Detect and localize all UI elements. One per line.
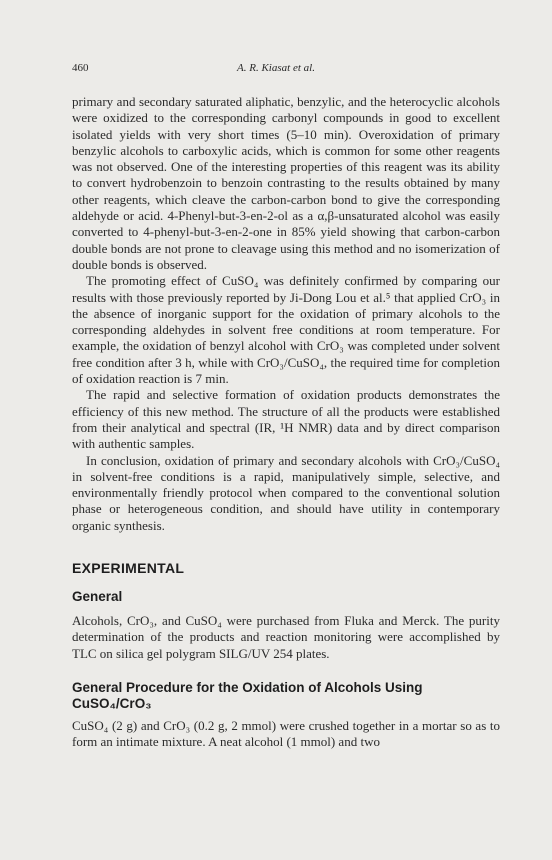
running-title: A. R. Kiasat et al. <box>237 62 315 74</box>
section-heading-experimental: EXPERIMENTAL <box>72 560 185 577</box>
body-text <box>72 94 500 751</box>
subsection-heading-procedure: General Procedure for the Oxidation of Alcohols Using CuSO₄/CrO₃ <box>72 679 423 711</box>
running-head <box>72 62 480 78</box>
page-number: 460 <box>72 62 89 74</box>
paragraph-procedure: CuSO₄ (2 g) and CrO₃ (0.2 g, 2 mmol) were crushed together in a mortar so as to form an intimate mixture. A neat alcohol (1 mmol) and two <box>72 717 500 750</box>
paragraph-general: Alcohols, CrO₃, and CuSO₄ were purchased from Fluka and Merck. The purity determination of the products and reaction monitoring were accomplished by TLC on silica gel polygram SILG/UV 254 plates. <box>72 613 500 661</box>
subsection-heading-general: General <box>72 589 123 605</box>
paragraph-selectivity: The rapid and selective formation of oxidation products demonstrates the efficiency of this new method. The structure of all the products were established from their analytical and spectral (IR, ¹H NMR) data and by direct comparison with authentic samples. <box>72 387 500 452</box>
paragraph-promoting-effect: The promoting effect of CuSO₄ was definitely confirmed by comparing our results with those previously reported by Ji-Dong Lou et al.⁵ that applied CrO₃ in the absence of inorganic support for the oxidation of primary alcohols to the corresponding aldehydes in solvent free conditions at room temperature. For example, the oxidation of benzyl alcohol with CrO₃ was completed under solvent free condition after 3 h, while with CrO₃/CuSO₄, the required time for completion of oxidation reaction is 7 min. <box>72 273 500 387</box>
paragraph-conclusion: In conclusion, oxidation of primary and secondary alcohols with CrO₃/CuSO₄ in solvent-free conditions is a rapid, manipulatively simple, selective, and environmentally friendly protocol when compared to the conventional solution phase or heterogeneous condition, and should have utility in contemporary organic synthesis. <box>72 452 500 533</box>
paragraph-results: primary and secondary saturated aliphatic, benzylic, and the heterocyclic alcohols were oxidized to the corresponding carbonyl compounds in good to excellent isolated yields with very short times (5–10 min). Overoxidation of primary benzylic alcohols to carboxylic acids, which is common for some other reagents was not observed. One of the interesting properties of this reagent was its ability to convert hydrobenzoin to benzoin contrasting to the results obtained by many other reagents, which cleave the carbon-carbon bond to give the corresponding aldehyde or acid. 4-Phenyl-but-3-en-2-ol as a α,β-unsaturated alcohol was easily converted to 4-phenyl-but-3-en-2-one in 85% yield showing that carbon-carbon double bonds are not prone to cleavage using this method and no isomerization of double bonds is observed. <box>72 94 500 272</box>
